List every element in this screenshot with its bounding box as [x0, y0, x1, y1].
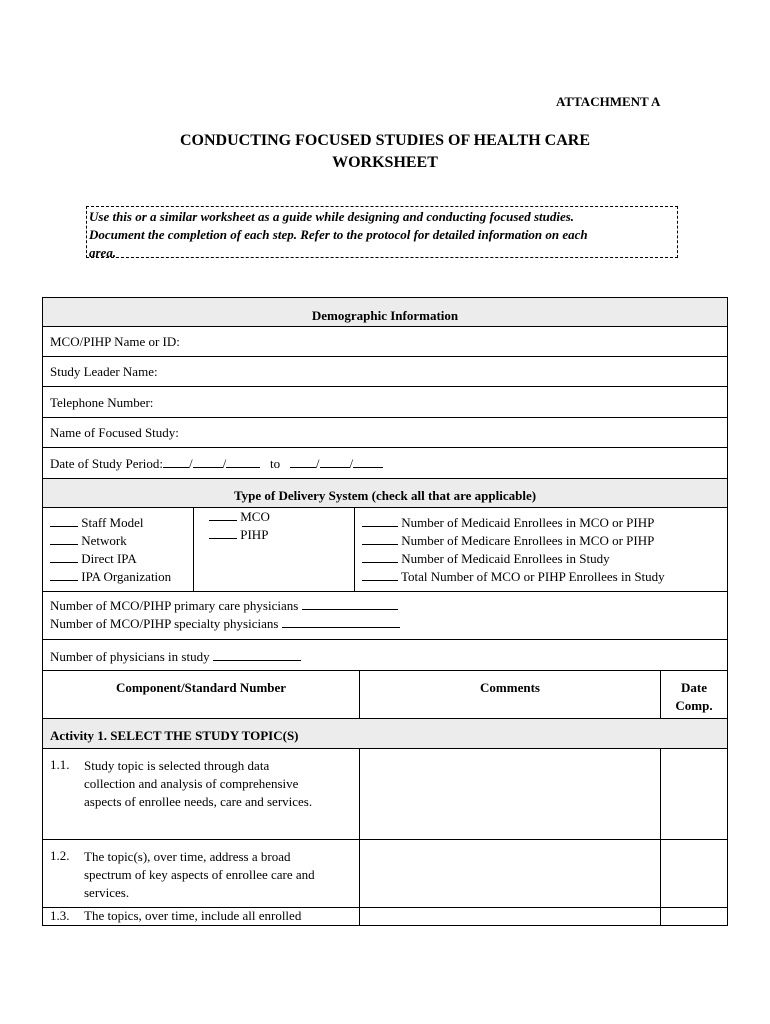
date-cell[interactable] — [661, 749, 727, 839]
physicians-in-study-field[interactable]: Number of physicians in study — [43, 640, 727, 671]
delivery-system-options — [43, 508, 727, 592]
study-leader-label: Study Leader Name: — [50, 364, 158, 379]
item-number: 1.1. — [50, 757, 70, 772]
table-header — [43, 671, 727, 719]
instruction-note — [86, 206, 678, 258]
telephone-label: Telephone Number: — [50, 395, 154, 410]
specialty-physicians-field[interactable]: Number of MCO/PIHP specialty physicians — [50, 615, 727, 633]
study-period-field[interactable]: Date of Study Period: / / to / / — [43, 448, 727, 479]
comments-cell[interactable] — [360, 749, 660, 839]
medicaid-study-enrollees-field[interactable]: Number of Medicaid Enrollees in Study — [362, 550, 665, 568]
worksheet-form — [42, 297, 728, 926]
activity-1-heading: Activity 1. SELECT THE STUDY TOPIC(S) — [43, 719, 727, 749]
total-enrollees-field[interactable]: Total Number of MCO or PIHP Enrollees in Study — [362, 568, 665, 586]
date-completed-column-header: Date Comp. — [675, 680, 713, 713]
medicaid-enrollees-field[interactable]: Number of Medicaid Enrollees in MCO or PIHP — [362, 514, 665, 532]
primary-care-physicians-field[interactable]: Number of MCO/PIHP primary care physicians — [50, 597, 727, 615]
delivery-type-list — [50, 514, 171, 586]
table-row — [43, 840, 727, 908]
mco-option[interactable]: MCO — [209, 508, 270, 526]
comments-column-header: Comments — [480, 680, 540, 695]
title-line-2: WORKSHEET — [332, 154, 438, 171]
item-text: The topic(s), over time, address a broad spectrum of key aspects of enrollee care and services. — [84, 849, 315, 900]
telephone-field[interactable] — [43, 387, 727, 418]
mco-name-field[interactable] — [43, 327, 727, 357]
title-line-1: CONDUCTING FOCUSED STUDIES OF HEALTH CARE — [180, 132, 590, 149]
table-row — [43, 749, 727, 840]
ipa-organization-option[interactable]: IPA Organization — [50, 568, 171, 586]
direct-ipa-option[interactable]: Direct IPA — [50, 550, 171, 568]
focused-study-field[interactable] — [43, 418, 727, 448]
comments-cell[interactable] — [360, 840, 660, 907]
item-number: 1.3. — [50, 908, 70, 923]
table-row — [43, 908, 727, 925]
attachment-label: ATTACHMENT A — [556, 94, 661, 109]
plan-type-list — [209, 508, 270, 544]
component-column-header: Component/Standard Number — [115, 680, 287, 695]
page-title — [0, 130, 770, 174]
date-to-label: to — [270, 456, 281, 471]
note-line: Document the completion of each step. Refer to the protocol for detailed information on each — [89, 227, 588, 242]
physician-counts — [43, 592, 727, 640]
medicare-enrollees-field[interactable]: Number of Medicare Enrollees in MCO or PIHP — [362, 532, 665, 550]
note-line: Use this or a similar worksheet as a guide while designing and conducting focused studies. — [89, 209, 575, 224]
study-leader-field[interactable] — [43, 357, 727, 387]
study-period-label: Date of Study Period: — [50, 456, 164, 471]
pihp-option[interactable]: PIHP — [209, 526, 270, 544]
enrollee-counts-list — [362, 514, 665, 586]
note-line: area. — [89, 245, 117, 260]
item-text: The topics, over time, include all enrolled — [84, 908, 302, 923]
network-option[interactable]: Network — [50, 532, 171, 550]
item-number: 1.2. — [50, 848, 70, 863]
date-cell[interactable] — [661, 840, 727, 907]
delivery-system-heading: Type of Delivery System (check all that are applicable) — [43, 479, 727, 508]
mco-name-label: MCO/PIHP Name or ID: — [50, 334, 180, 349]
demographic-heading: Demographic Information — [43, 298, 727, 327]
staff-model-option[interactable]: Staff Model — [50, 514, 171, 532]
item-text: Study topic is selected through data collection and analysis of comprehensive aspects of enrollee needs, care and services. — [84, 758, 313, 809]
focused-study-label: Name of Focused Study: — [50, 425, 179, 440]
